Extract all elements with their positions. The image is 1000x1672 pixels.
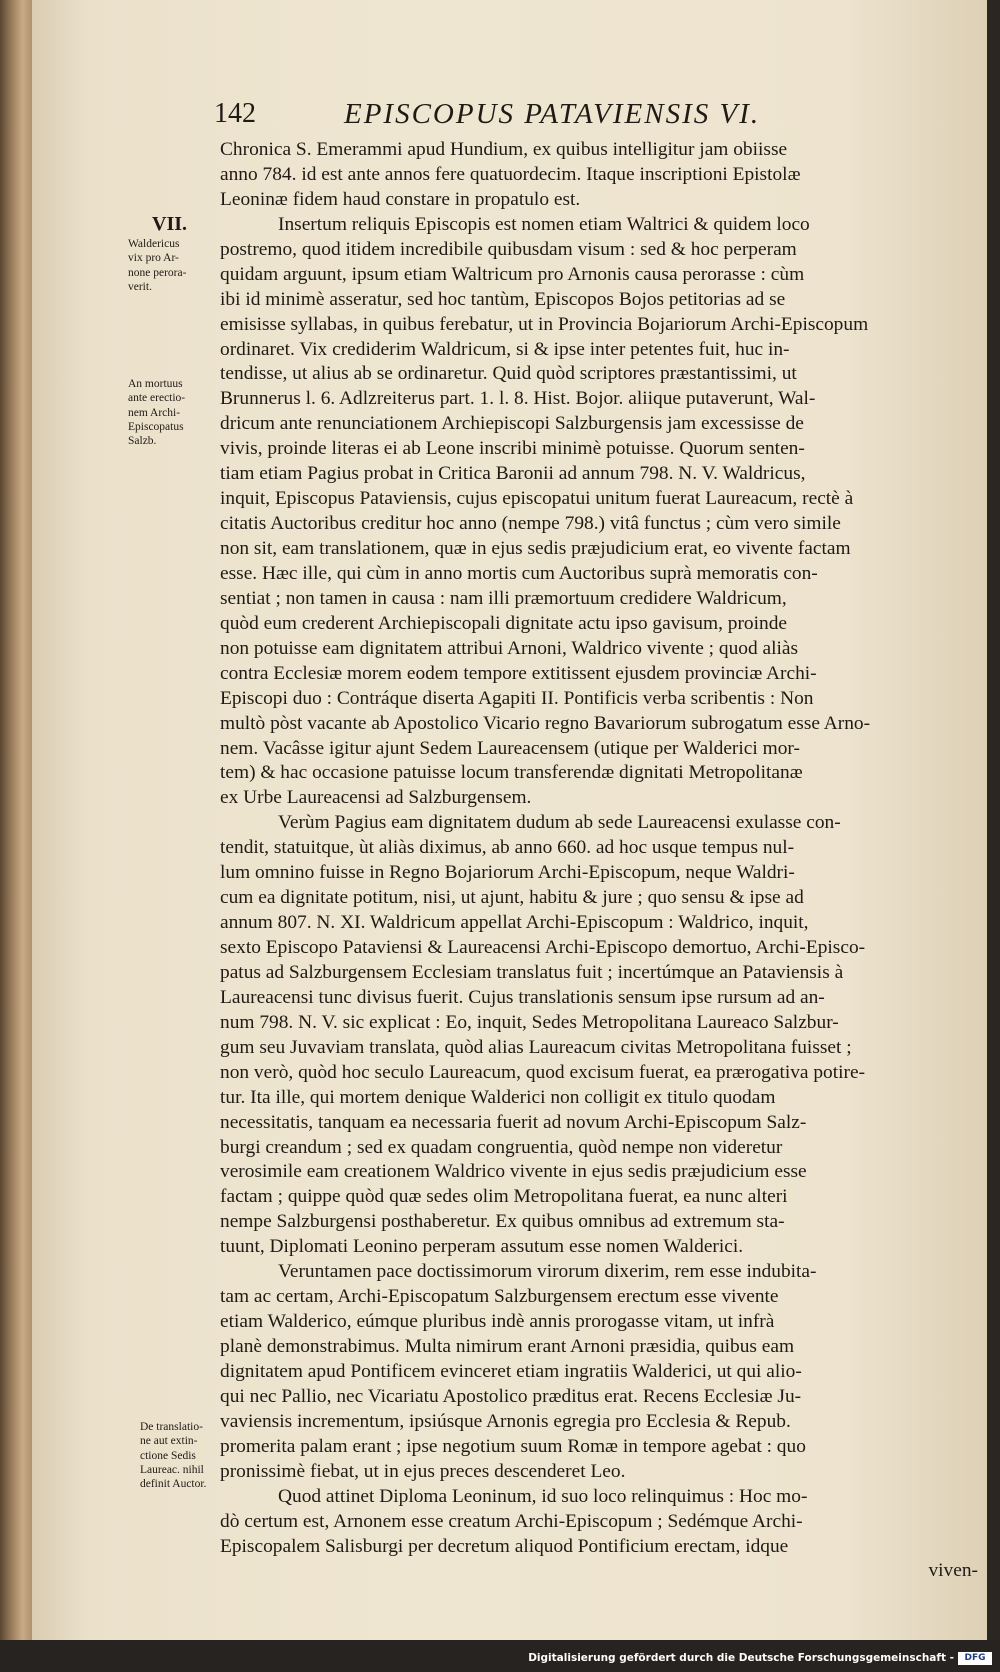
text-line: patus ad Salzburgensem Ecclesiam translatus fuit ; incertúmque an Pataviensis à (220, 961, 844, 983)
section-number: VII. (152, 213, 188, 235)
margin-note-line: Episcopatus (128, 420, 184, 433)
dfg-logo: DFG (958, 1652, 992, 1665)
text-line: nem. Vacâsse igitur ajunt Sedem Laureacensem (utique per Walderici mor- (220, 737, 800, 759)
margin-note-mortuus (128, 377, 185, 448)
text-line: quòd eum crederent Archiepiscopali dignitate actu ipso gavisum, proinde (220, 612, 788, 634)
body-text (220, 138, 978, 1584)
text-line: tendisse, ut alius ab se ordinaretur. Quid quòd scriptores præstantissimi, ut (220, 363, 797, 385)
text-line: pronissimè fiebat, ut in ejus preces descenderet Leo. (220, 1460, 626, 1482)
text-line: postremo, quod itidem incredibile quibusdam visum : sed & hoc perperam (220, 238, 797, 260)
text-line: Laureacensi tunc divisus fuerit. Cujus translationis sensum ipse rursum ad an- (220, 986, 825, 1008)
text-line: num 798. N. V. sic explicat : Eo, inquit, Sedes Metropolitana Laureaco Salzbur- (220, 1011, 839, 1033)
text-line: tendit, statuitque, ùt aliàs diximus, ab anno 660. ad hoc usque tempus nul- (220, 837, 795, 859)
text-line: non potuisse eam dignitatem attribui Arnoni, Waldrico vivente ; quod aliàs (220, 637, 799, 659)
text-line: burgi creandum ; sed ex quadam congruentia, quòd nempe non videretur (220, 1136, 783, 1158)
margin-note-line: Salzb. (128, 435, 157, 448)
text-line: gum seu Juvaviam translata, quòd alias Laureacum civitas Metropolitana fuisset ; (220, 1036, 852, 1058)
text-line: non sit, eam translationem, quæ in ejus sedis præjudicium erat, eo vivente factam (220, 538, 851, 559)
text-line: viven- (928, 1560, 978, 1582)
margin-note-line: none perora- (128, 266, 187, 279)
text-line: nempe Salzburgensi posthaberetur. Ex quibus omnibus ad extremum sta- (220, 1211, 785, 1233)
text-line: dignitatem apud Pontificem evinceret etiam ingratiis Walderici, ut qui alio- (220, 1360, 802, 1382)
footer-credit: Digitalisierung gefördert durch die Deutsche Forschungsgemeinschaft - (528, 1652, 954, 1664)
margin-note-line: ne aut extin- (140, 1435, 198, 1448)
text-line: ordinaret. Vix crediderim Waldricum, si & ipse inter petentes fuit, huc in- (220, 338, 790, 360)
text-line: planè demonstrabimus. Multa nimirum erant Arnoni præsidia, quibus eam (220, 1336, 795, 1357)
text-line: cum ea dignitate potitum, nisi, ut ajunt, habitu & jure ; quo sensu & ipse ad (220, 887, 804, 909)
text-line: dò certum est, Arnonem esse creatum Archi-Episcopum ; Sedémque Archi- (220, 1510, 803, 1532)
text-line: citatis Auctoribus creditur hoc anno (nempe 798.) vitâ functus ; cùm vero simile (220, 513, 841, 535)
text-line: Verùm Pagius eam dignitatem dudum ab sede Laureacensi exulasse con- (278, 812, 841, 834)
text-line: Episcopi duo : Contráque diserta Agapiti II. Pontificis verba scribentis : Non (220, 687, 814, 709)
margin-note-line: definit Auctor. (140, 1478, 207, 1491)
margin-note-line: De translatio- (140, 1421, 203, 1433)
text-line: Insertum reliquis Episcopis est nomen etiam Waltrici & quidem loco (278, 213, 810, 235)
text-line: tuunt, Diplomati Leonino perperam assutum esse nomen Walderici. (220, 1236, 744, 1258)
text-line: emisisse syllabas, in quibus ferebatur, ut in Provincia Bojariorum Archi-Episcopum (220, 313, 869, 335)
text-line: quidam arguunt, ipsum etiam Waltricum pro Arnonis causa perorasse : cùm (220, 263, 805, 285)
margin-note-line: Waldericus (128, 238, 180, 250)
running-title: EPISCOPUS PATAVIENSIS VI. (344, 98, 761, 130)
text-line: Episcopalem Salisburgi per decretum aliquod Pontificium erectam, idque (220, 1535, 789, 1557)
margin-note-line: vix pro Ar- (128, 252, 179, 265)
text-line: Quod attinet Diploma Leoninum, id suo loco relinquimus : Hoc mo- (278, 1485, 808, 1507)
text-line: vaviensis incrementum, ipsiúsque Arnonis egregia pro Ecclesia & Repub. (220, 1410, 791, 1432)
text-line: qui nec Pallio, nec Vicariatu Apostolico præditus erat. Recens Ecclesiæ Ju- (220, 1385, 802, 1407)
text-line: tiam etiam Pagius probat in Critica Baronii ad annum 798. N. V. Waldricus, (220, 463, 806, 485)
book-page (32, 0, 987, 1640)
text-line: annum 807. N. XI. Waldricum appellat Archi-Episcopum : Waldrico, inquit, (220, 912, 809, 934)
text-line: contra Ecclesiæ morem eodem tempore extitissent ejusdem provinciæ Archi- (220, 662, 817, 684)
text-line: Brunnerus l. 6. Adlzreiterus part. 1. l. 8. Hist. Bojor. aliique putaverunt, Wal- (220, 388, 816, 410)
text-line: anno 784. id est ante annos fere quatuordecim. Itaque inscriptioni Epistolæ (220, 163, 801, 185)
margin-note-line: Laureac. nihil (140, 1463, 204, 1476)
text-line: sexto Episcopo Pataviensi & Laureacensi Archi-Episcopo demortuo, Archi-Episco- (220, 937, 866, 958)
text-line: tur. Ita ille, qui mortem denique Walderici non colligit ex titulo quodam (220, 1086, 776, 1108)
text-line: Leoninæ fidem haud constare in propatulo est. (220, 188, 581, 210)
text-line: necessitatis, tanquam ea necessaria fuerit ad novum Archi-Episcopum Salz- (220, 1111, 807, 1133)
margin-note-line: An mortuus (128, 378, 183, 390)
page-header (32, 98, 987, 138)
margin-note-line: ante erectio- (128, 392, 186, 405)
margin-note-line: nem Archi- (128, 406, 181, 419)
text-line: verosimile eam creationem Waldrico vivente in ejus sedis præjudicium esse (220, 1161, 807, 1183)
margin-note-waldericus (128, 237, 186, 294)
text-line: tam ac certam, Archi-Episcopatum Salzburgensem erectum esse vivente (220, 1286, 779, 1308)
text-line: inquit, Episcopus Pataviensis, cujus episcopatui unitum fuerat Laureacum, rectè à (220, 488, 854, 510)
text-line: tem) & hac occasione patuisse locum transferendæ dignitati Metropolitanæ (220, 762, 803, 784)
text-line: ex Urbe Laureacensi ad Salzburgensem. (220, 787, 532, 809)
margin-note-translatione (140, 1420, 206, 1491)
text-line: Veruntamen pace doctissimorum virorum dixerim, rem esse indubita- (278, 1261, 817, 1283)
margin-note-line: ctione Sedis (140, 1449, 196, 1462)
text-line: ibi id minimè asseratur, sed hoc tantùm, Episcopos Bojos petitorias ad se (220, 288, 786, 310)
text-line: factam ; quippe quòd quæ sedes olim Metropolitana fuerat, ea nunc alteri (220, 1186, 788, 1208)
text-line: vivis, proinde literas ei ab Leone inscribi minimè potuisse. Quorum senten- (220, 438, 805, 460)
text-line: promerita palam erant ; ipse negotium suum Romæ in tempore agebat : quo (220, 1435, 806, 1457)
text-line: etiam Walderico, eúmque pluribus indè annis prorogasse vitam, ut infrà (220, 1311, 775, 1333)
page-number: 142 (214, 98, 256, 129)
text-line: Chronica S. Emerammi apud Hundium, ex quibus intelligitur jam obiisse (220, 139, 788, 160)
text-line: esse. Hæc ille, qui cùm in anno mortis cum Auctoribus suprà memoratis con- (220, 562, 818, 584)
text-line: non verò, quòd hoc seculo Laureacum, quod excisum fuerat, ea prærogativa potire- (220, 1061, 866, 1083)
text-line: multò pòst vacante ab Apostolico Vicario regno Bavariorum subrogatum esse Arno- (220, 712, 871, 734)
text-line: lum omnino fuisse in Regno Bojariorum Archi-Episcopum, neque Waldri- (220, 862, 795, 884)
margin-note-line: verit. (128, 280, 152, 293)
text-line: sentiat ; non tamen in causa : nam illi præmortuum credidere Waldricum, (220, 587, 787, 609)
text-line: dricum ante renunciationem Archiepiscopi Salzburgensis jam excessisse de (220, 413, 804, 435)
